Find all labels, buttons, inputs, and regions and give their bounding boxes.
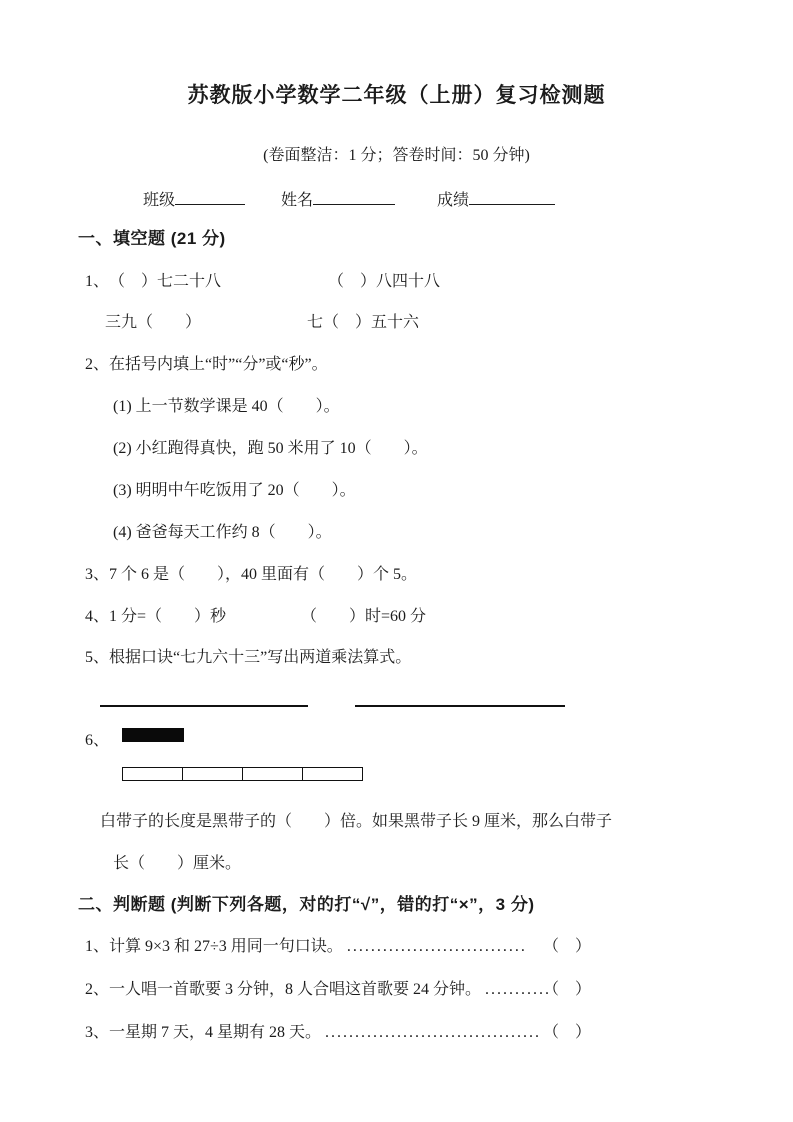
score-blank [469,189,555,205]
section2-heading: 二、判断题 (判断下列各题，对的打“√”，错的打“×”，3 分) [78,895,535,914]
q1-number: 1、 [85,273,110,290]
s2-item1-text: 1、计算 9×3 和 27÷3 用同一句口诀。 [85,938,343,955]
s1-q2-item3: (3) 明明中午吃饭用了 20（ ）。 [113,482,356,499]
s2-item3-text: 3、一星期 7 天，4 星期有 28 天。 [85,1024,322,1041]
white-ribbon-segment [303,768,362,780]
s1-q2-item2: (2) 小红跑得真快，跑 50 米用了 10（ ）。 [113,440,428,457]
s2-item3-dots: .................................... [325,1024,542,1041]
s2-item2 [85,980,645,1001]
class-label: 班级 [143,192,176,209]
q1-row2-right: 七（ ）五十六 [307,314,420,331]
s1-q5 [85,648,411,669]
student-info-row [143,189,555,212]
s2-item3 [85,1023,645,1044]
q3-number: 3、 [85,566,110,583]
s1-q2 [85,355,328,376]
q1-row2-left: 三九（ ） [105,314,202,331]
class-blank [175,189,245,205]
score-label: 成绩 [437,192,470,209]
s1-q2-item4: (4) 爸爸每天工作约 8（ ）。 [113,524,332,541]
s2-item1-blank: （ ） [543,938,592,955]
q2-text: 在括号内填上“时”“分”或“秒”。 [109,356,328,373]
s2-item2-blank: （ ） [543,981,592,998]
q3-text: 7 个 6 是（ ），40 里面有（ ）个 5。 [109,566,418,583]
q4-number: 4、 [85,608,110,625]
s1-q1-row1 [85,272,440,293]
white-ribbon-segment [183,768,243,780]
page-title: 苏教版小学数学二年级（上册）复习检测题 [187,84,606,107]
s2-item3-blank: （ ） [543,1024,592,1041]
name-blank [313,189,395,205]
s1-q6-desc-2: 长（ ）厘米。 [113,855,242,872]
q5-answer-line-1 [100,705,308,707]
s2-item2-dots: ........... [485,981,552,998]
q5-text: 根据口诀“七九六十三”写出两道乘法算式。 [109,649,412,666]
s1-q6-number: 6、 [85,732,110,749]
s1-q3 [85,565,417,586]
black-ribbon [122,728,184,742]
s1-q2-item1: (1) 上一节数学课是 40（ ）。 [113,398,340,415]
name-label: 姓名 [281,192,314,209]
white-ribbon [122,767,363,781]
s2-item1 [85,937,645,958]
section1-heading: 一、填空题 (21 分) [78,229,226,248]
q5-answer-line-2 [355,705,565,707]
s2-item2-text: 2、一人唱一首歌要 3 分钟，8 人合唱这首歌要 24 分钟。 [85,981,482,998]
q5-number: 5、 [85,649,110,666]
s1-q1-row2 [105,313,419,334]
q1-row1-left: （ ）七二十八 [109,273,222,290]
white-ribbon-segment [123,768,183,780]
q4-left: 1 分=（ ）秒 [109,608,227,625]
s1-q4 [85,607,426,628]
q2-number: 2、 [85,356,110,373]
white-ribbon-segment [243,768,303,780]
q4-right: （ ）时=60 分 [301,608,427,625]
q1-row1-right: （ ）八四十八 [328,273,441,290]
s1-q6-desc-1: 白带子的长度是黑带子的（ ）倍。如果黑带子长 9 厘米，那么白带子 [100,813,613,830]
page-subtitle: (卷面整洁：1 分；答卷时间：50 分钟) [263,147,530,164]
s2-item1-dots: .............................. [346,938,527,955]
